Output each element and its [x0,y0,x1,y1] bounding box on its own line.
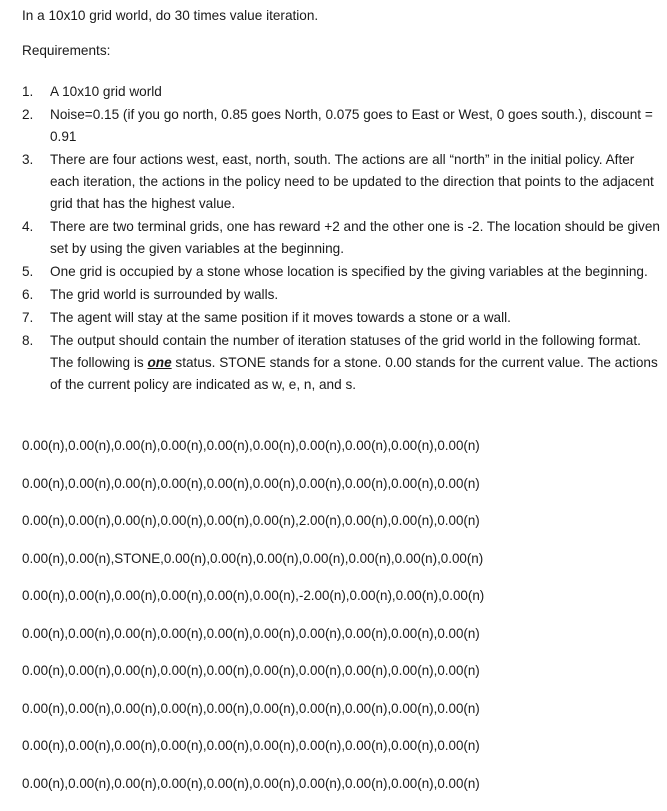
grid-row: 0.00(n),0.00(n),0.00(n),0.00(n),0.00(n),0.00(n),0.00(n),0.00(n),0.00(n),0.00(n) [22,699,484,737]
requirement-text: A 10x10 grid world [50,81,662,103]
requirement-item [22,284,662,306]
emphasis-one: one [147,355,171,370]
requirement-text [50,330,662,396]
requirement-number: 2. [22,104,50,148]
requirement-number: 8. [22,330,50,396]
requirement-text: The grid world is surrounded by walls. [50,284,662,306]
requirement-text: One grid is occupied by a stone whose location is specified by the giving variables at the beginning. [50,261,662,283]
grid-row: 0.00(n),0.00(n),0.00(n),0.00(n),0.00(n),0.00(n),-2.00(n),0.00(n),0.00(n),0.00(n) [22,586,484,624]
requirements-heading: Requirements: [22,43,110,58]
requirement-number: 7. [22,307,50,329]
grid-row: 0.00(n),0.00(n),0.00(n),0.00(n),0.00(n),0.00(n),2.00(n),0.00(n),0.00(n),0.00(n) [22,511,484,549]
requirement-text: Noise=0.15 (if you go north, 0.85 goes North, 0.075 goes to East or West, 0 goes south.), discount = 0.91 [50,104,662,148]
requirement-number: 4. [22,216,50,260]
requirement-item [22,149,662,215]
requirement-text: The agent will stay at the same position if it moves towards a stone or a wall. [50,307,662,329]
grid-row: 0.00(n),0.00(n),0.00(n),0.00(n),0.00(n),0.00(n),0.00(n),0.00(n),0.00(n),0.00(n) [22,661,484,699]
requirement-item [22,261,662,283]
requirement-text-before: The output should contain the number of iteration statuses of the grid world in the following format. The following is [50,333,641,370]
requirement-number: 6. [22,284,50,306]
requirement-text: There are four actions west, east, north, south. The actions are all “north” in the initial policy. After each iteration, the actions in the policy need to be updated to the direction that points to the adjacent grid that has the highest value. [50,149,662,215]
requirement-item [22,216,662,260]
grid-status-output [22,436,484,811]
requirement-text: There are two terminal grids, one has reward +2 and the other one is -2. The location should be given set by using the given variables at the beginning. [50,216,662,260]
requirement-number: 3. [22,149,50,215]
requirement-item [22,104,662,148]
requirement-number: 5. [22,261,50,283]
grid-row: 0.00(n),0.00(n),0.00(n),0.00(n),0.00(n),0.00(n),0.00(n),0.00(n),0.00(n),0.00(n) [22,774,484,811]
requirement-text-after: status. STONE stands for a stone. 0.00 stands for the current value. The actions of the current policy are indicated as w, e, n, and s. [50,355,658,392]
intro-text: In a 10x10 grid world, do 30 times value iteration. [22,8,318,23]
requirement-item [22,307,662,329]
requirement-item [22,330,662,396]
grid-row: 0.00(n),0.00(n),0.00(n),0.00(n),0.00(n),0.00(n),0.00(n),0.00(n),0.00(n),0.00(n) [22,624,484,662]
requirement-item [22,81,662,103]
requirement-number: 1. [22,81,50,103]
requirements-list [22,81,662,397]
grid-row: 0.00(n),0.00(n),0.00(n),0.00(n),0.00(n),0.00(n),0.00(n),0.00(n),0.00(n),0.00(n) [22,436,484,474]
grid-row: 0.00(n),0.00(n),0.00(n),0.00(n),0.00(n),0.00(n),0.00(n),0.00(n),0.00(n),0.00(n) [22,474,484,512]
grid-row: 0.00(n),0.00(n),STONE,0.00(n),0.00(n),0.00(n),0.00(n),0.00(n),0.00(n),0.00(n) [22,549,484,587]
grid-row: 0.00(n),0.00(n),0.00(n),0.00(n),0.00(n),0.00(n),0.00(n),0.00(n),0.00(n),0.00(n) [22,736,484,774]
